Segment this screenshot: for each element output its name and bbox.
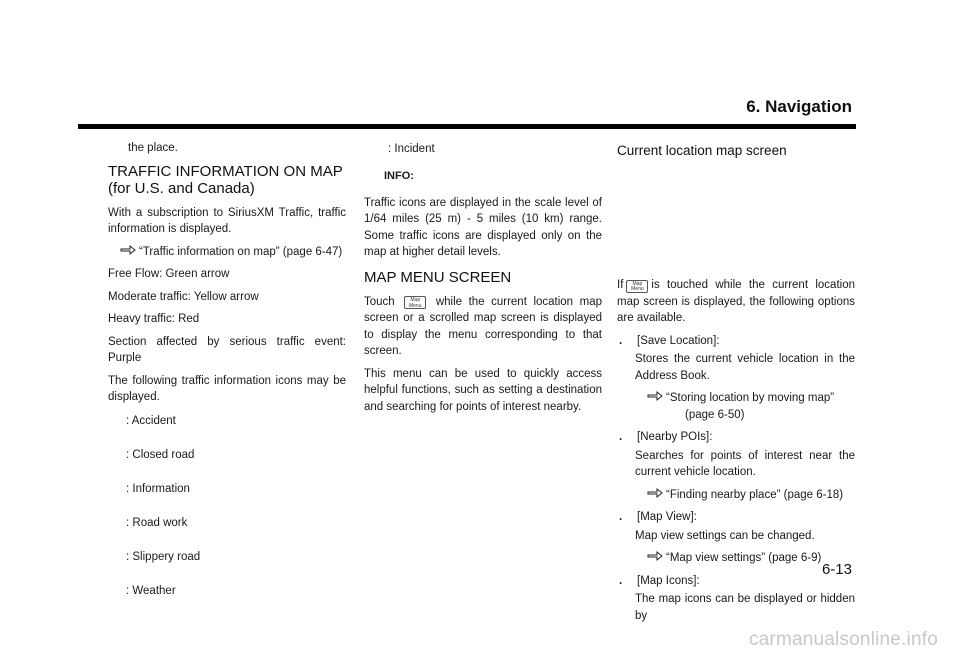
info-label: INFO:: [384, 170, 414, 182]
column-right: [617, 140, 855, 630]
column-left: [108, 140, 346, 616]
icon-information: : Information: [126, 482, 190, 495]
reference-arrow-icon: [647, 550, 663, 562]
option-label: [Map Icons]:: [637, 574, 700, 587]
current-location-heading: Current location map screen: [617, 143, 787, 158]
icon-weather: : Weather: [126, 584, 176, 597]
reference-arrow-icon: [647, 487, 663, 499]
icon-closed-road: : Closed road: [126, 448, 195, 461]
map-image-area: [617, 185, 855, 277]
traffic-ref-text: “Traffic information on map” (page 6-47): [139, 245, 343, 258]
traffic-intro: With a subscription to SiriusXM Traffic, traffic information is displayed.: [108, 206, 346, 235]
map-menu-heading: MAP MENU SCREEN: [364, 268, 512, 286]
section-title: 6. Navigation: [746, 97, 852, 116]
icons-intro: The following traffic information icons may be displayed.: [108, 374, 346, 403]
option-save-location: . [Save Location]:: [619, 334, 720, 347]
if-rest: is touched while the current location map screen is displayed, the following options are available.: [617, 279, 855, 324]
touch-paragraph: [364, 294, 602, 360]
column-middle: [364, 140, 602, 421]
icon-slippery-road: : Slippery road: [126, 550, 201, 563]
page-number: 6-13: [821, 561, 852, 578]
continuation-text: the place.: [128, 142, 178, 154]
map-menu-button[interactable]: Map Menu: [404, 296, 426, 309]
option-ref[interactable]: “Map view settings” (page 6-9): [617, 550, 855, 567]
option-label: [Map View]:: [637, 511, 697, 523]
option-label: [Nearby POIs]:: [637, 431, 713, 443]
option-ref[interactable]: “Storing location by moving map” (page 6-50): [617, 390, 855, 423]
option-map-view: . [Map View]:: [619, 511, 697, 523]
info-text: Traffic icons are displayed in the scale level of 1/64 miles (25 m) - 5 miles (10 km) range. Some traffic icons are displayed only on the map at higher detail levels.: [364, 196, 602, 258]
option-nearby-pois: . [Nearby POIs]:: [619, 431, 713, 443]
icon-road-work: : Road work: [126, 516, 188, 529]
option-desc: Stores the current vehicle location in the Address Book.: [635, 353, 855, 382]
if-word: If: [617, 279, 624, 291]
legend-moderate: Moderate traffic: Yellow arrow: [108, 290, 259, 303]
traffic-info-heading: TRAFFIC INFORMATION ON MAP (for U.S. and Canada): [108, 162, 343, 197]
if-paragraph: [617, 277, 855, 327]
header-rule: [78, 124, 856, 129]
option-desc: Searches for points of interest near the current vehicle location.: [635, 449, 855, 478]
usage-text: This menu can be used to quickly access helpful functions, such as setting a destination and searching for points of interest nearby.: [364, 367, 602, 413]
option-map-icons: . [Map Icons]:: [619, 574, 700, 587]
option-desc: Map view settings can be changed.: [635, 529, 815, 542]
legend-free-flow: Free Flow: Green arrow: [108, 268, 230, 280]
option-label: [Save Location]:: [637, 334, 720, 347]
map-menu-button-inline[interactable]: Map Menu: [626, 280, 648, 293]
reference-arrow-icon: [647, 390, 663, 402]
icon-accident: : Accident: [126, 414, 176, 427]
icon-incident: : Incident: [388, 143, 435, 155]
touch-rest: while the current location map screen or a scrolled map screen is displayed to display the menu corresponding to that screen.: [364, 295, 603, 357]
option-desc: The map icons can be displayed or hidden by: [635, 593, 855, 622]
option-ref[interactable]: “Finding nearby place” (page 6-18): [617, 487, 855, 504]
traffic-ref[interactable]: [108, 244, 346, 261]
reference-arrow-icon: [120, 244, 136, 256]
legend-heavy: Heavy traffic: Red: [108, 313, 200, 325]
watermark: carmanualsonline.info: [748, 629, 938, 650]
touch-word: Touch: [364, 295, 395, 308]
legend-serious-event: Section affected by serious traffic event: Purple: [108, 335, 346, 364]
